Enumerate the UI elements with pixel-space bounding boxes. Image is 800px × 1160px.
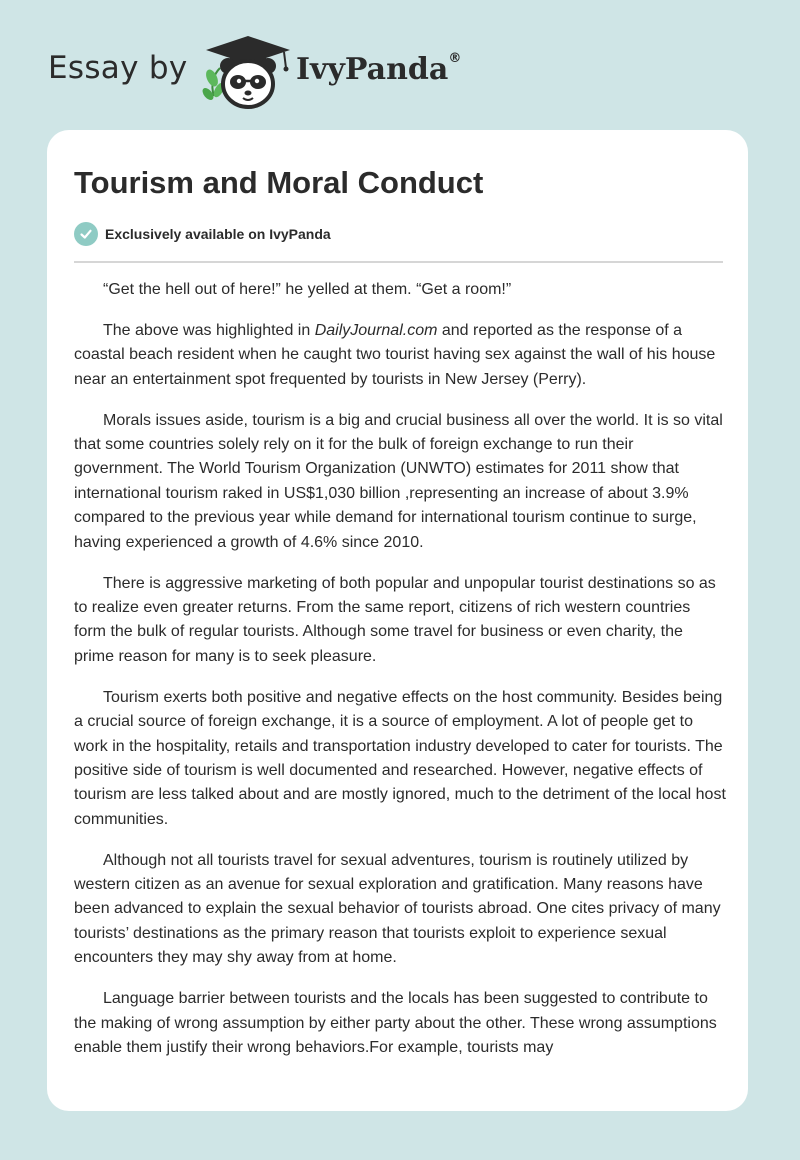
paragraph: Language barrier between tourists and the locals has been suggested to contribute to the making of wrong assumption by either party about the other. These wrong assumptions enable them justify their wrong behaviors.For example, tourists may [74, 990, 717, 1056]
paragraph: There is aggressive marketing of both popular and unpopular tourist destinations so as to realize even greater returns. From the same report, citizens of rich western countries form the bulk of regular tourists. Although some travel for business or even charity, the prime reason for many is to seek pleasure. [74, 574, 716, 665]
paragraph: “Get the hell out of here!” he yelled at them. “Get a room!” [103, 281, 512, 298]
paragraph: Morals issues aside, tourism is a big and crucial business all over the world. It is so vital that some countries solely rely on it for the bulk of foreign exchange to run their government. The World Tourism Organization (UNWTO) estimates for 2011 show that international tourism raked in US$1,030 billion ,representing an increase of about 3.9% compared to the previous year while demand for international tourism continue to surge, having experienced a growth of 4.6% since 2010. [74, 411, 723, 551]
paragraph: Although not all tourists travel for sexual adventures, tourism is routinely utilized by western citizen as an avenue for sexual exploration and gratification. Many reasons have been advanced to explain the sexual behavior of tourists abroad. One cites privacy of many tourists’ destinations as the primary reason that tourists exploit to experience sexual encounters they may shy away from at home. [74, 851, 721, 967]
essay-by-label: Essay by [48, 50, 188, 86]
divider [74, 261, 723, 263]
paragraph [74, 319, 726, 392]
check-circle-icon [74, 222, 98, 246]
essay-body [74, 278, 726, 1077]
brand-name[interactable] [296, 52, 461, 87]
source-name: DailyJournal.com [314, 321, 438, 339]
essay-card [47, 130, 748, 1111]
panda-logo-icon[interactable] [200, 34, 292, 110]
paragraph-text: The above was highlighted in [103, 321, 315, 339]
exclusive-badge [74, 222, 331, 246]
exclusive-badge-label: Exclusively available on IvyPanda [105, 226, 331, 242]
registered-mark: ® [448, 51, 462, 66]
paragraph-text: and reported as the response of a coastal beach resident when he caught two tourist having sex against the wall of his house near an entertainment spot frequented by tourists in New Jersey (Perry). [74, 321, 716, 388]
brand-text: IvyPanda [296, 52, 449, 87]
paragraph: Tourism exerts both positive and negative effects on the host community. Besides being a crucial source of foreign exchange, it is a source of employment. A lot of people get to work in the hospitality, retails and transportation industry developed to cater for tourists. The positive side of tourism is well documented and researched. However, negative effects of tourism are less talked about and are mostly ignored, much to the detriment of the local host communities. [74, 688, 726, 828]
site-header [0, 0, 800, 130]
page-title: Tourism and Moral Conduct [74, 165, 484, 200]
